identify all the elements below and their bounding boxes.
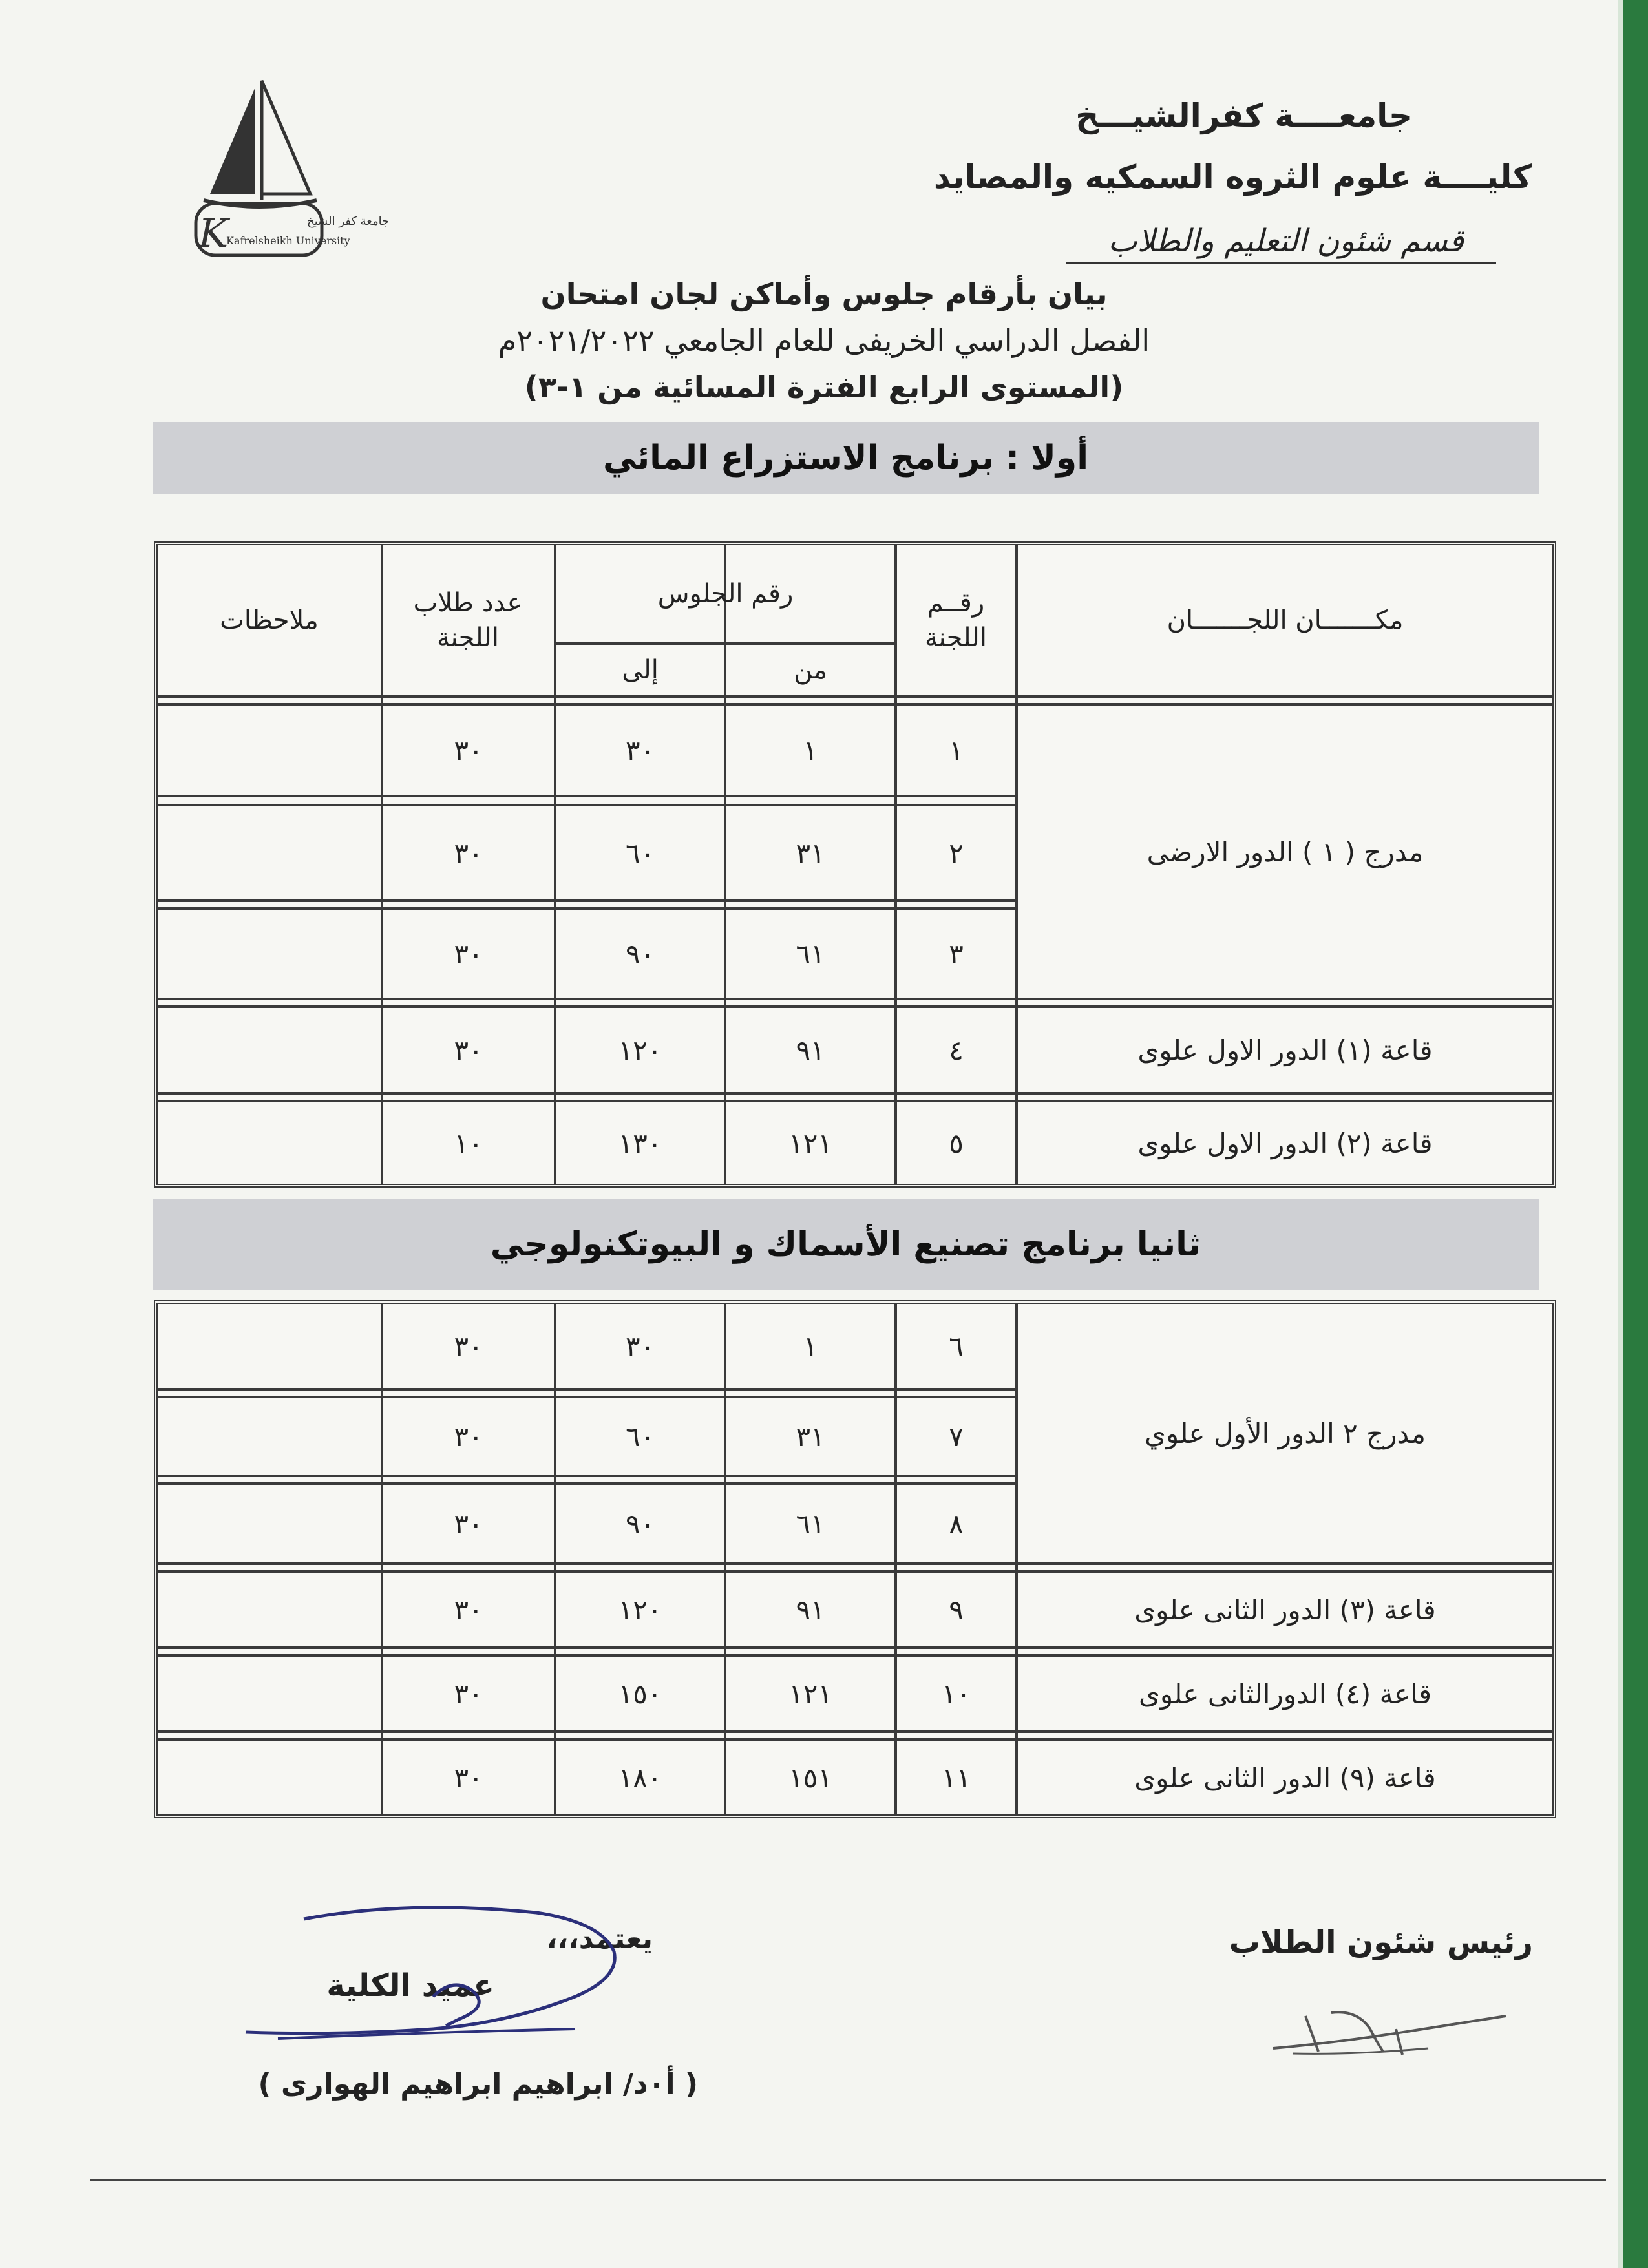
committee-no: ٩ bbox=[949, 1593, 964, 1626]
seat-to: ٣٠ bbox=[625, 734, 655, 766]
place-cell: قاعة (٢) الدور الاول علوى bbox=[1137, 1127, 1433, 1159]
doc-title-line1: بيان بأرقام جلوس وأماكن لجان امتحان bbox=[540, 277, 1108, 311]
student-count: ٣٠ bbox=[454, 734, 483, 766]
notes-cell bbox=[158, 1741, 381, 1814]
col-notes-header: ملاحظات bbox=[220, 605, 319, 635]
doc-title-line3: (المستوى الرابع الفترة المسائية من ١-٣) bbox=[524, 370, 1124, 404]
faculty-name: كليــــة علوم الثروه السمكيه والمصايد bbox=[933, 158, 1532, 196]
doc-title-line2: الفصل الدراسي الخريفى للعام الجامعي ٢٠٢١/٢٠٢٢م bbox=[498, 323, 1150, 358]
place-cell: قاعة (٣) الدور الثانى علوى bbox=[1134, 1593, 1436, 1626]
signature-student-affairs bbox=[1267, 1990, 1512, 2081]
place-cell: قاعة (١) الدور الاول علوى bbox=[1137, 1034, 1433, 1066]
place-cell: قاعة (٩) الدور الثانى علوى bbox=[1134, 1761, 1436, 1794]
col-committee-no-header: رقــم اللجنة bbox=[925, 588, 987, 653]
committee-no: ١٠ bbox=[941, 1677, 971, 1710]
seat-from: ١ bbox=[803, 734, 818, 766]
department-underline bbox=[1066, 262, 1496, 264]
seat-to: ٩٠ bbox=[625, 1507, 655, 1540]
logo-text-en: Kafrelsheikh University bbox=[226, 235, 350, 247]
seat-from: ٩١ bbox=[796, 1034, 825, 1066]
svg-text:K: K bbox=[198, 209, 229, 257]
seat-to: ١٣٠ bbox=[618, 1127, 662, 1159]
committee-no: ٤ bbox=[949, 1034, 964, 1066]
seat-to: ٩٠ bbox=[625, 938, 655, 970]
notes-cell bbox=[158, 910, 381, 998]
approved-label: يعتمد،،، bbox=[546, 1922, 653, 1955]
student-count: ٣٠ bbox=[454, 1761, 483, 1794]
seat-from: ١ bbox=[803, 1330, 818, 1362]
seat-to: ٦٠ bbox=[625, 1420, 655, 1453]
seat-from: ٦١ bbox=[796, 1507, 825, 1540]
notes-cell bbox=[158, 706, 381, 795]
seat-from: ١٢١ bbox=[788, 1677, 832, 1710]
seat-from: ٣١ bbox=[796, 1420, 825, 1453]
notes-cell bbox=[158, 1398, 381, 1475]
seat-from: ١٥١ bbox=[788, 1761, 832, 1794]
col-to-header: إلى bbox=[622, 655, 659, 685]
committee-no: ٧ bbox=[949, 1420, 964, 1453]
bottom-rule bbox=[90, 2179, 1606, 2181]
notes-cell bbox=[158, 1657, 381, 1730]
seat-to: ١٨٠ bbox=[618, 1761, 662, 1794]
notes-cell bbox=[158, 1008, 381, 1092]
notes-cell bbox=[158, 1304, 381, 1388]
committees-table-2 bbox=[154, 1300, 1556, 1818]
place-cell: مدرج ٢ الدور الأول علوي bbox=[1145, 1417, 1426, 1449]
notes-cell bbox=[158, 806, 381, 899]
seat-to: ٣٠ bbox=[625, 1330, 655, 1362]
dean-name: ( أ٠د/ ابراهيم ابراهيم الهوارى ) bbox=[258, 2068, 698, 2101]
student-count: ٣٠ bbox=[454, 1330, 483, 1362]
signature-dean bbox=[239, 1900, 653, 2055]
university-name: جامعــــة كفرالشيـــخ bbox=[1075, 97, 1412, 134]
col-place-header: مكـــــــان اللجـــــــان bbox=[1167, 605, 1404, 635]
student-count: ٣٠ bbox=[454, 1593, 483, 1626]
committee-no: ٨ bbox=[949, 1507, 964, 1540]
student-count: ١٠ bbox=[454, 1127, 483, 1159]
col-seat-no-header: رقم الجلوس bbox=[657, 579, 794, 609]
section2-title: ثانيا برنامج تصنيع الأسماك و البيوتكنولوجي bbox=[153, 1199, 1539, 1290]
committees-table-1 bbox=[154, 541, 1556, 1188]
committee-no: ٢ bbox=[949, 837, 964, 869]
student-affairs-head: رئيس شئون الطلاب bbox=[1229, 1924, 1533, 1960]
seat-from: ١٢١ bbox=[788, 1127, 832, 1159]
seat-from: ٣١ bbox=[796, 837, 825, 869]
committee-no: ١١ bbox=[941, 1761, 971, 1794]
committee-no: ٣ bbox=[949, 938, 964, 970]
seat-to: ١٢٠ bbox=[618, 1593, 662, 1626]
place-cell: مدرج ( ١ ) الدور الارضى bbox=[1146, 835, 1424, 868]
notes-cell bbox=[158, 1102, 381, 1184]
student-count: ٣٠ bbox=[454, 1034, 483, 1066]
seat-to: ١٢٠ bbox=[618, 1034, 662, 1066]
seat-from: ٦١ bbox=[796, 938, 825, 970]
committee-no: ٦ bbox=[949, 1330, 964, 1362]
seat-from: ٩١ bbox=[796, 1593, 825, 1626]
student-count: ٣٠ bbox=[454, 837, 483, 869]
student-count: ٣٠ bbox=[454, 1420, 483, 1453]
university-logo bbox=[191, 78, 390, 265]
committee-no: ١ bbox=[949, 734, 964, 766]
section1-title: أولا : برنامج الاستزراع المائي bbox=[153, 422, 1539, 494]
notes-cell bbox=[158, 1485, 381, 1562]
student-count: ٣٠ bbox=[454, 1677, 483, 1710]
logo-text-ar: جامعة كفر الشيخ bbox=[307, 215, 390, 228]
student-count: ٣٠ bbox=[454, 938, 483, 970]
dean-title: عميد الكلية bbox=[326, 1968, 494, 2004]
committee-no: ٥ bbox=[949, 1127, 964, 1159]
department-name: قسم شئون التعليم والطلاب bbox=[1108, 223, 1464, 259]
seat-to: ١٥٠ bbox=[618, 1677, 662, 1710]
place-cell: قاعة (٤) الدورالثانى علوى bbox=[1138, 1677, 1432, 1710]
seat-to: ٦٠ bbox=[625, 837, 655, 869]
student-count: ٣٠ bbox=[454, 1507, 483, 1540]
col-count-header: عدد طلاب اللجنة bbox=[413, 588, 523, 653]
col-from-header: من bbox=[794, 655, 827, 685]
notes-cell bbox=[158, 1573, 381, 1646]
